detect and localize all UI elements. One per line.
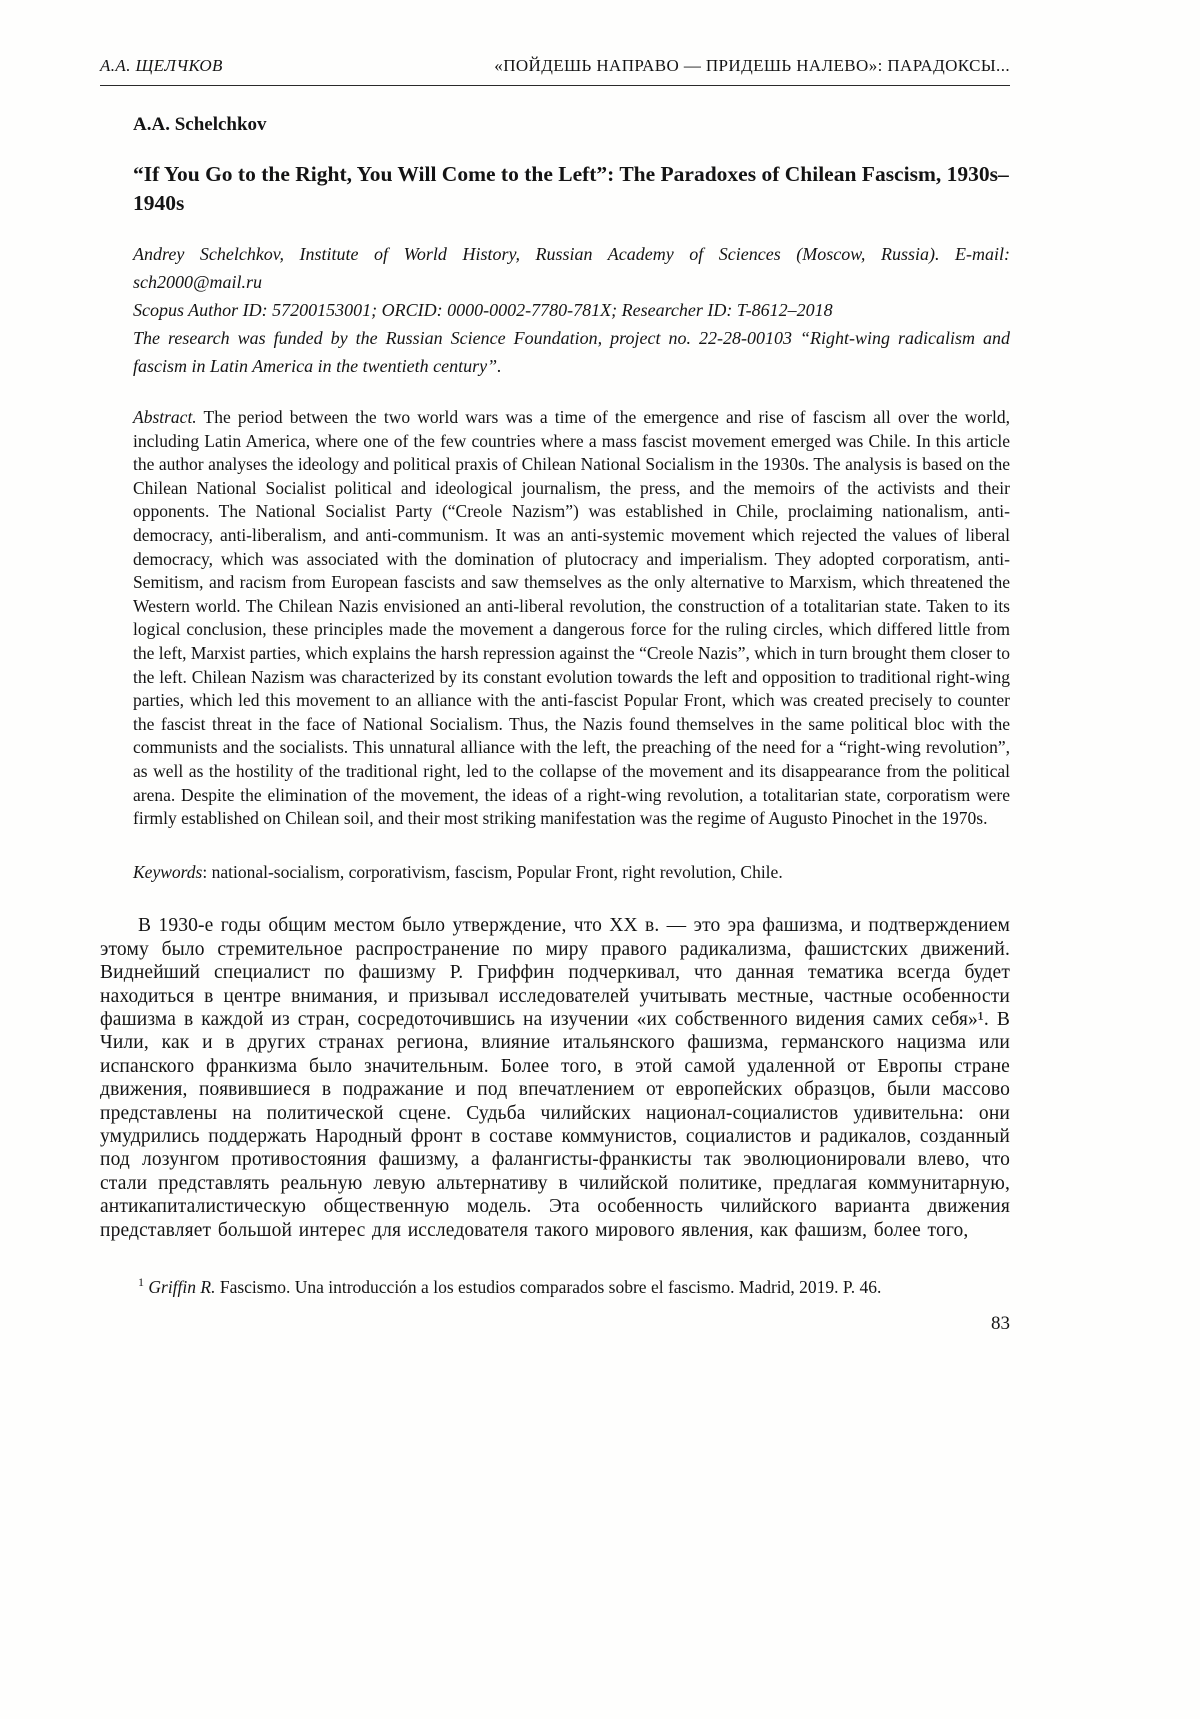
- keywords-line: [133, 861, 1010, 885]
- article-title: “If You Go to the Right, You Will Come to the Left”: The Paradoxes of Chilean Fascism, 1930s–1940s: [133, 162, 1009, 215]
- keywords-text: : national-socialism, corporativism, fascism, Popular Front, right revolution, Chile.: [202, 861, 783, 882]
- main-body: [100, 914, 1010, 1242]
- author-name: A.A. Schelchkov: [133, 114, 267, 135]
- front-matter: [133, 114, 1010, 884]
- running-head: [100, 56, 1010, 86]
- affiliation-scopus-line: Scopus Author ID: 57200153001; ORCID: 0000-0002-7780-781X; Researcher ID: T-8612–2018: [133, 300, 833, 320]
- footnote-author: Griffin R.: [148, 1276, 216, 1297]
- page-number: 83: [991, 1312, 1010, 1334]
- body-paragraph: В 1930-е годы общим местом было утверждение, что XX в. — это эра фашизма, и подтверждением этому было стремительное распространение по миру правого радикализма, фашистских движений. Виднейший специалист по фашизму Р. Гриффин подчеркивал, что данная тематика всегда будет находиться в центре внимания, и призывал исследователей учитывать местные, частные особенности фашизма в каждой из стран, сосредоточившись на изучении «их собственного видения самих себя»¹. В Чили, как и в других странах региона, влияние итальянского фашизма, германского нацизма или испанского франкизма было значительным. Более того, в этой самой удаленной от Европы стране движения, появившиеся в подражание и под впечатлением от европейских образцов, были массово представлены на политической сцене. Судьба чилийских национал-социалистов удивительна: они умудрились поддержать Народный фронт в составе коммунистов, социалистов и радикалов, созданный под лозунгом противостояния фашизму, а фалангисты-франкисты так эволюционировали влево, что стали представлять реальную левую альтернативу в чилийской политике, предлагая коммунитарную, антикапиталистическую общественную модель. Эта особенность чилийского варианта движения представляет большой интерес для исследователя такого мирового явления, как фашизм, более того,: [100, 915, 1010, 1241]
- running-head-author: А.А. ЩЕЛЧКОВ: [100, 56, 223, 75]
- affiliation-line: Andrey Schelchkov, Institute of World History, Russian Academy of Sciences (Moscow, Russia). E-mail: sch2000@mail.ru: [133, 244, 1010, 292]
- footnote-entry: [100, 1276, 1010, 1299]
- footnote-text: Fascismo. Una introducción a los estudios comparados sobre el fascismo. Madrid, 2019. P. 46.: [215, 1276, 882, 1297]
- affiliation-block: [133, 240, 1010, 380]
- abstract: [133, 406, 1010, 831]
- footnote-block: [100, 1276, 1010, 1299]
- footnote-marker: 1: [138, 1275, 144, 1290]
- running-head-title: «ПОЙДЕШЬ НАПРАВО — ПРИДЕШЬ НАЛЕВО»: ПАРАДОКСЫ...: [494, 56, 1010, 75]
- keywords-label: Keywords: [133, 861, 203, 882]
- abstract-text: The period between the two world wars was a time of the emergence and rise of fascism all over the world, including Latin America, where one of the few countries where a mass fascist movement emerged was Chile. In this article the author analyses the ideology and political praxis of Chilean National Socialism in the 1930s. The analysis is based on the Chilean National Socialist political and ideological journalism, the press, and the memoirs of the activists and their opponents. The National Socialist Party (“Creole Nazism”) was established in Chile, proclaiming nationalism, anti-democracy, anti-liberalism, and anti-communism. It was an anti-systemic movement which rejected the values of liberal democracy, which was associated with the domination of plutocracy and imperialism. They adopted corporatism, anti-Semitism, and racism from European fascists and saw themselves as the only alternative to Marxism, which threatened the Western world. The Chilean Nazis envisioned an anti-liberal revolution, the construction of a totalitarian state. Taken to its logical conclusion, these principles made the movement a dangerous force for the ruling circles, which differed little from the left, Marxist parties, which explains the harsh repression against the “Creole Nazis”, which in turn brought them closer to the left. Chilean Nazism was characterized by its constant evolution towards the left and opposition to traditional right-wing parties, which led this movement to an alliance with the anti-fascist Popular Front, which was created precisely to counter the fascist threat in the face of National Socialism. Thus, the Nazis found themselves in the same political bloc with the communists and the socialists. This unnatural alliance with the left, the preaching of the need for a “right-wing revolution”, as well as the hostility of the traditional right, led to the collapse of the movement and its disappearance from the political arena. Despite the elimination of the movement, the ideas of a right-wing revolution, a totalitarian state, corporatism were firmly established on Chilean soil, and their most striking manifestation was the regime of Augusto Pinochet in the 1970s.: [133, 407, 1010, 829]
- abstract-label: Abstract.: [133, 407, 197, 427]
- affiliation-funding-line: The research was funded by the Russian Science Foundation, project no. 22-28-00103 “Right-wing radicalism and fascism in Latin America in the twentieth century”.: [133, 328, 1010, 376]
